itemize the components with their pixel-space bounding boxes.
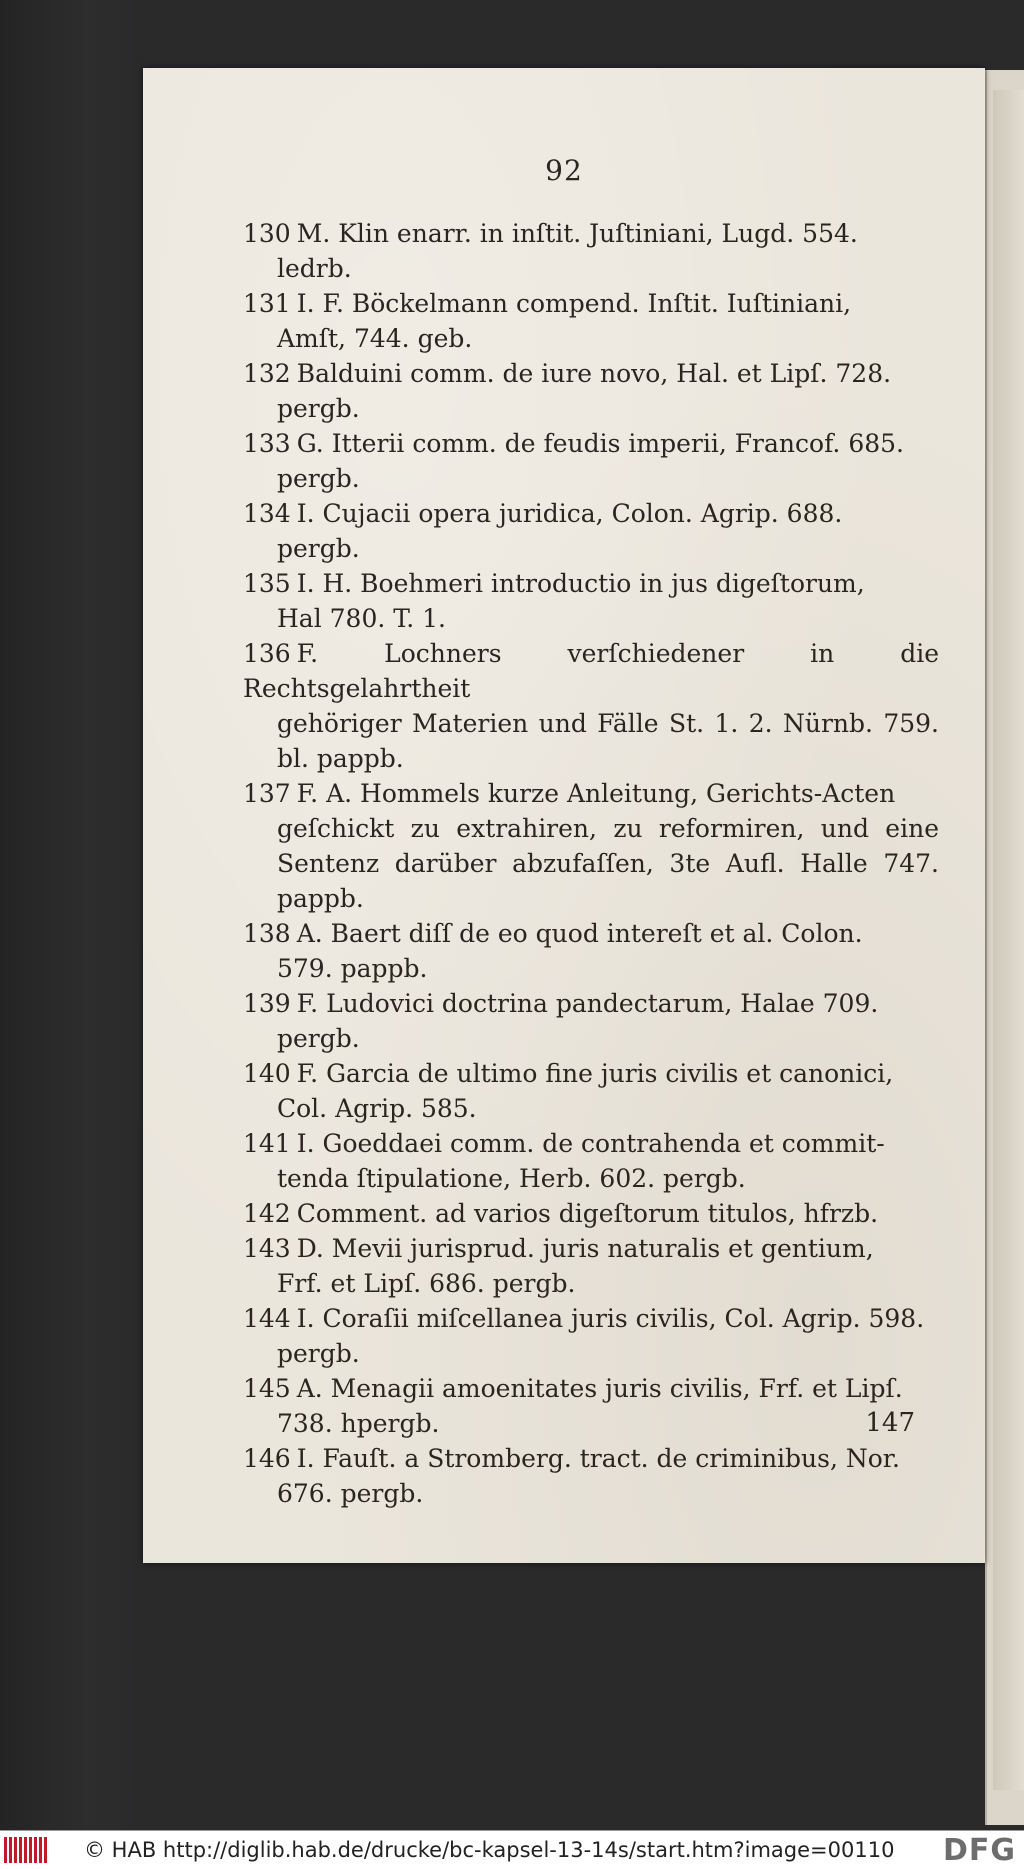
entry-text: A. Menagii amoenitates juris civilis, Frf. et Lipſ. xyxy=(296,1374,903,1403)
entry-continuation: pergb. xyxy=(277,534,360,563)
entry-number: 132 xyxy=(243,359,291,388)
entry-number: 134 xyxy=(243,499,291,528)
catalog-entry xyxy=(243,1196,939,1231)
entry-number: 141 xyxy=(243,1129,291,1158)
entry-number: 146 xyxy=(243,1444,291,1473)
book-page xyxy=(143,68,985,1563)
entry-continuation: Frf. et Lipſ. 686. pergb. xyxy=(277,1269,576,1298)
entry-list xyxy=(243,216,939,1511)
next-page-strip xyxy=(993,90,1024,1790)
entry-text: I. H. Boehmeri introductio in jus digeſtorum, xyxy=(296,569,865,598)
catalog-entry xyxy=(243,1301,939,1371)
catalog-entry xyxy=(243,216,939,286)
entry-continuation: gehöriger Materien und Fälle St. 1. 2. Nürnb. 759. bl. pappb. xyxy=(277,709,939,773)
entry-text: G. Itterii comm. de feudis imperii, Francof. 685. xyxy=(296,429,904,458)
entry-continuation: ledrb. xyxy=(277,254,352,283)
entry-number: 135 xyxy=(243,569,291,598)
entry-text: Balduini comm. de iure novo, Hal. et Lipſ. 728. xyxy=(296,359,892,388)
entry-text: A. Baert diſſ de eo quod intereſt et al. Colon. xyxy=(296,919,863,948)
catalog-entry xyxy=(243,356,939,426)
entry-number: 130 xyxy=(243,219,291,248)
catalog-entry xyxy=(243,1056,939,1126)
entry-text: M. Klin enarr. in inſtit. Juſtiniani, Lugd. 554. xyxy=(296,219,858,248)
entry-continuation: pergb. xyxy=(277,1339,360,1368)
entry-number: 140 xyxy=(243,1059,291,1088)
entry-continuation: Amſt, 744. geb. xyxy=(277,324,473,353)
background-left xyxy=(0,0,145,1830)
entry-number: 145 xyxy=(243,1374,291,1403)
entry-text: F. Lochners verſchiedener in die Rechtsgelahrtheit xyxy=(243,639,939,703)
entry-number: 142 xyxy=(243,1199,291,1228)
entry-number: 131 xyxy=(243,289,291,318)
entry-text: I. Goeddaei comm. de contrahenda et commit- xyxy=(296,1129,885,1158)
catalog-entry xyxy=(243,1441,939,1511)
entry-text: D. Mevii jurisprud. juris naturalis et gentium, xyxy=(296,1234,874,1263)
footer-copyright-link[interactable]: © HAB http://diglib.hab.de/drucke/bc-kapsel-13-14s/start.htm?image=00110 xyxy=(84,1838,895,1862)
entry-text: F. A. Hommels kurze Anleitung, Gerichts-Acten xyxy=(296,779,896,808)
entry-continuation: geſchickt zu extrahiren, zu reformiren, und eine Sentenz darüber abzufaſſen, 3te Aufl. Halle 747. pappb. xyxy=(277,814,939,913)
page-number: 92 xyxy=(545,154,583,187)
entry-number: 137 xyxy=(243,779,291,808)
catalog-entry xyxy=(243,566,939,636)
catalog-entry xyxy=(243,776,939,916)
entry-continuation: 579. pappb. xyxy=(277,954,428,983)
entry-number: 136 xyxy=(243,639,291,668)
entry-text: I. Fauſt. a Stromberg. tract. de criminibus, Nor. xyxy=(296,1444,900,1473)
entry-text: Comment. ad varios digeſtorum titulos, hfrzb. xyxy=(296,1199,879,1228)
signature-mark: 147 xyxy=(865,1408,915,1438)
entry-number: 138 xyxy=(243,919,291,948)
entry-continuation: Col. Agrip. 585. xyxy=(277,1094,477,1123)
entry-continuation: 676. pergb. xyxy=(277,1479,424,1508)
catalog-entry xyxy=(243,426,939,496)
catalog-entry xyxy=(243,496,939,566)
entry-number: 144 xyxy=(243,1304,291,1333)
entry-number: 133 xyxy=(243,429,291,458)
entry-text: I. F. Böckelmann compend. Inſtit. Iuſtiniani, xyxy=(296,289,852,318)
dfg-logo: DFG xyxy=(942,1833,1016,1868)
entry-number: 139 xyxy=(243,989,291,1018)
entry-number: 143 xyxy=(243,1234,291,1263)
entry-continuation: 738. hpergb. xyxy=(277,1409,440,1438)
hab-logo xyxy=(4,1837,48,1863)
entry-continuation: pergb. xyxy=(277,464,360,493)
catalog-entry xyxy=(243,636,939,776)
entry-continuation: pergb. xyxy=(277,1024,360,1053)
entry-text: I. Cujacii opera juridica, Colon. Agrip. 688. xyxy=(296,499,843,528)
catalog-entry xyxy=(243,286,939,356)
catalog-entry xyxy=(243,1371,939,1441)
catalog-entry xyxy=(243,1231,939,1301)
entry-continuation: Hal 780. T. 1. xyxy=(277,604,447,633)
entry-text: F. Garcia de ultimo fine juris civilis et canonici, xyxy=(296,1059,894,1088)
entry-continuation: tenda ſtipulatione, Herb. 602. pergb. xyxy=(277,1164,746,1193)
catalog-entry xyxy=(243,916,939,986)
entry-text: F. Ludovici doctrina pandectarum, Halae 709. xyxy=(296,989,879,1018)
catalog-entry xyxy=(243,986,939,1056)
catalog-entry xyxy=(243,1126,939,1196)
entry-text: I. Coraſii miſcellanea juris civilis, Col. Agrip. 598. xyxy=(296,1304,925,1333)
entry-continuation: pergb. xyxy=(277,394,360,423)
footer-bar xyxy=(0,1830,1024,1869)
